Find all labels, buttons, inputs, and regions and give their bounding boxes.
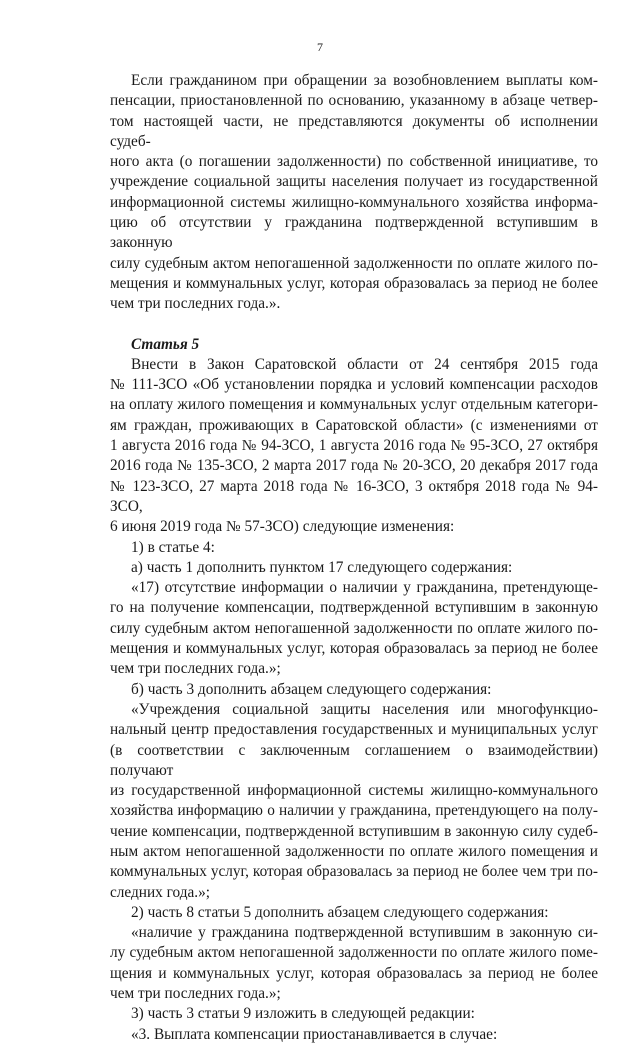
text-line: а) часть 1 дополнить пунктом 17 следующего содержания: xyxy=(131,558,513,576)
text-line: ного акта (о погашении задолженности) по собственной инициативе, то xyxy=(110,153,598,171)
text-line: мещения и коммунальных услуг, которая образовалась за период не более xyxy=(110,640,598,658)
text-line: информационной системы жилищно-коммунального хозяйства информа- xyxy=(110,193,598,211)
text-line: № 111-ЗСО «Об установлении порядка и условий компенсации расходов xyxy=(110,376,598,394)
text-line: чем три последних года.». xyxy=(110,295,281,313)
text-line: № 123-ЗСО, 27 марта 2018 года № 16-ЗСО, 3 октября 2018 года № 94-ЗСО, xyxy=(110,477,598,515)
text-line: учреждение социальной защиты населения получает из государственной xyxy=(110,173,598,191)
text-line: ям граждан, проживающих в Саратовской области» (с изменениями от xyxy=(110,416,598,434)
text-line: 1 августа 2016 года № 94-ЗСО, 1 августа 2016 года № 95-ЗСО, 27 октября xyxy=(110,437,598,455)
text-line: мещения и коммунальных услуг, которая образовалась за период не более xyxy=(110,274,598,292)
text-line: 2016 года № 135-ЗСО, 2 марта 2017 года № 20-ЗСО, 20 декабря 2017 года xyxy=(110,457,598,475)
text-line: 2) часть 8 статьи 5 дополнить абзацем следующего содержания: xyxy=(131,903,549,921)
text-line: хозяйства информацию о наличии у гражданина, претендующего на полу- xyxy=(110,802,598,820)
text-line: 3) часть 3 статьи 9 изложить в следующей редакции: xyxy=(131,1005,475,1023)
text-line: нальный центр предоставления государственных и муниципальных услуг xyxy=(110,721,598,739)
page-number: 7 xyxy=(317,40,323,54)
text-line: чем три последних года.»; xyxy=(110,660,281,678)
text-line: (в соответствии с заключенным соглашением о взаимодействии) получают xyxy=(110,741,598,779)
text-line: чем три последних года.»; xyxy=(110,985,281,1003)
text-line: Если гражданином при обращении за возобновлением выплаты ком- xyxy=(131,72,598,89)
text-line: Внести в Закон Саратовской области от 24 сентября 2015 года xyxy=(131,355,598,373)
text-line: силу судебным актом непогашенной задолженности по оплате жилого по- xyxy=(110,254,598,272)
text-line: «Учреждения социальной защиты населения или многофункцио- xyxy=(131,700,598,718)
text-line: «17) отсутствие информации о наличии у гражданина, претендующе- xyxy=(131,579,598,597)
text-line: силу судебным актом непогашенной задолженности по оплате жилого по- xyxy=(110,619,598,637)
text-line: щения и коммунальных услуг, которая образовалась за период не более xyxy=(110,964,598,982)
text-line: на оплату жилого помещения и коммунальных услуг отдельным категори- xyxy=(110,396,598,414)
text-line: цию об отсутствии у гражданина подтвержденной вступившим в законную xyxy=(110,214,598,252)
text-line: том настоящей части, не представляются документы об исполнении судеб- xyxy=(110,112,598,150)
text-line: «3. Выплата компенсации приостанавливается в случае: xyxy=(131,1025,498,1043)
text-line: го на получение компенсации, подтвержденной вступившим в законную xyxy=(110,599,598,617)
text-line: 6 июня 2019 года № 57-ЗСО) следующие изменения: xyxy=(110,518,455,536)
text-line: лу судебным актом непогашенной задолженности по оплате жилого поме- xyxy=(110,944,598,962)
text-line: коммунальных услуг, которая образовалась за период не более чем три по- xyxy=(110,863,598,881)
text-line: чение компенсации, подтвержденной вступившим в законную силу судеб- xyxy=(110,822,598,840)
article-heading: Статья 5 xyxy=(131,335,200,353)
text-line: 1) в статье 4: xyxy=(131,538,215,556)
text-line: ным актом непогашенной задолженности по оплате жилого помещения и xyxy=(110,842,598,860)
text-line: б) часть 3 дополнить абзацем следующего содержания: xyxy=(131,680,492,698)
text-line: следних года.»; xyxy=(110,883,211,901)
text-line: «наличие у гражданина подтвержденной вступившим в законную си- xyxy=(131,924,598,942)
text-line: пенсации, приостановленной по основанию, указанному в абзаце четвер- xyxy=(110,92,598,110)
document-body xyxy=(110,71,598,1045)
text-line: из государственной информационной системы жилищно-коммунального xyxy=(110,782,598,800)
